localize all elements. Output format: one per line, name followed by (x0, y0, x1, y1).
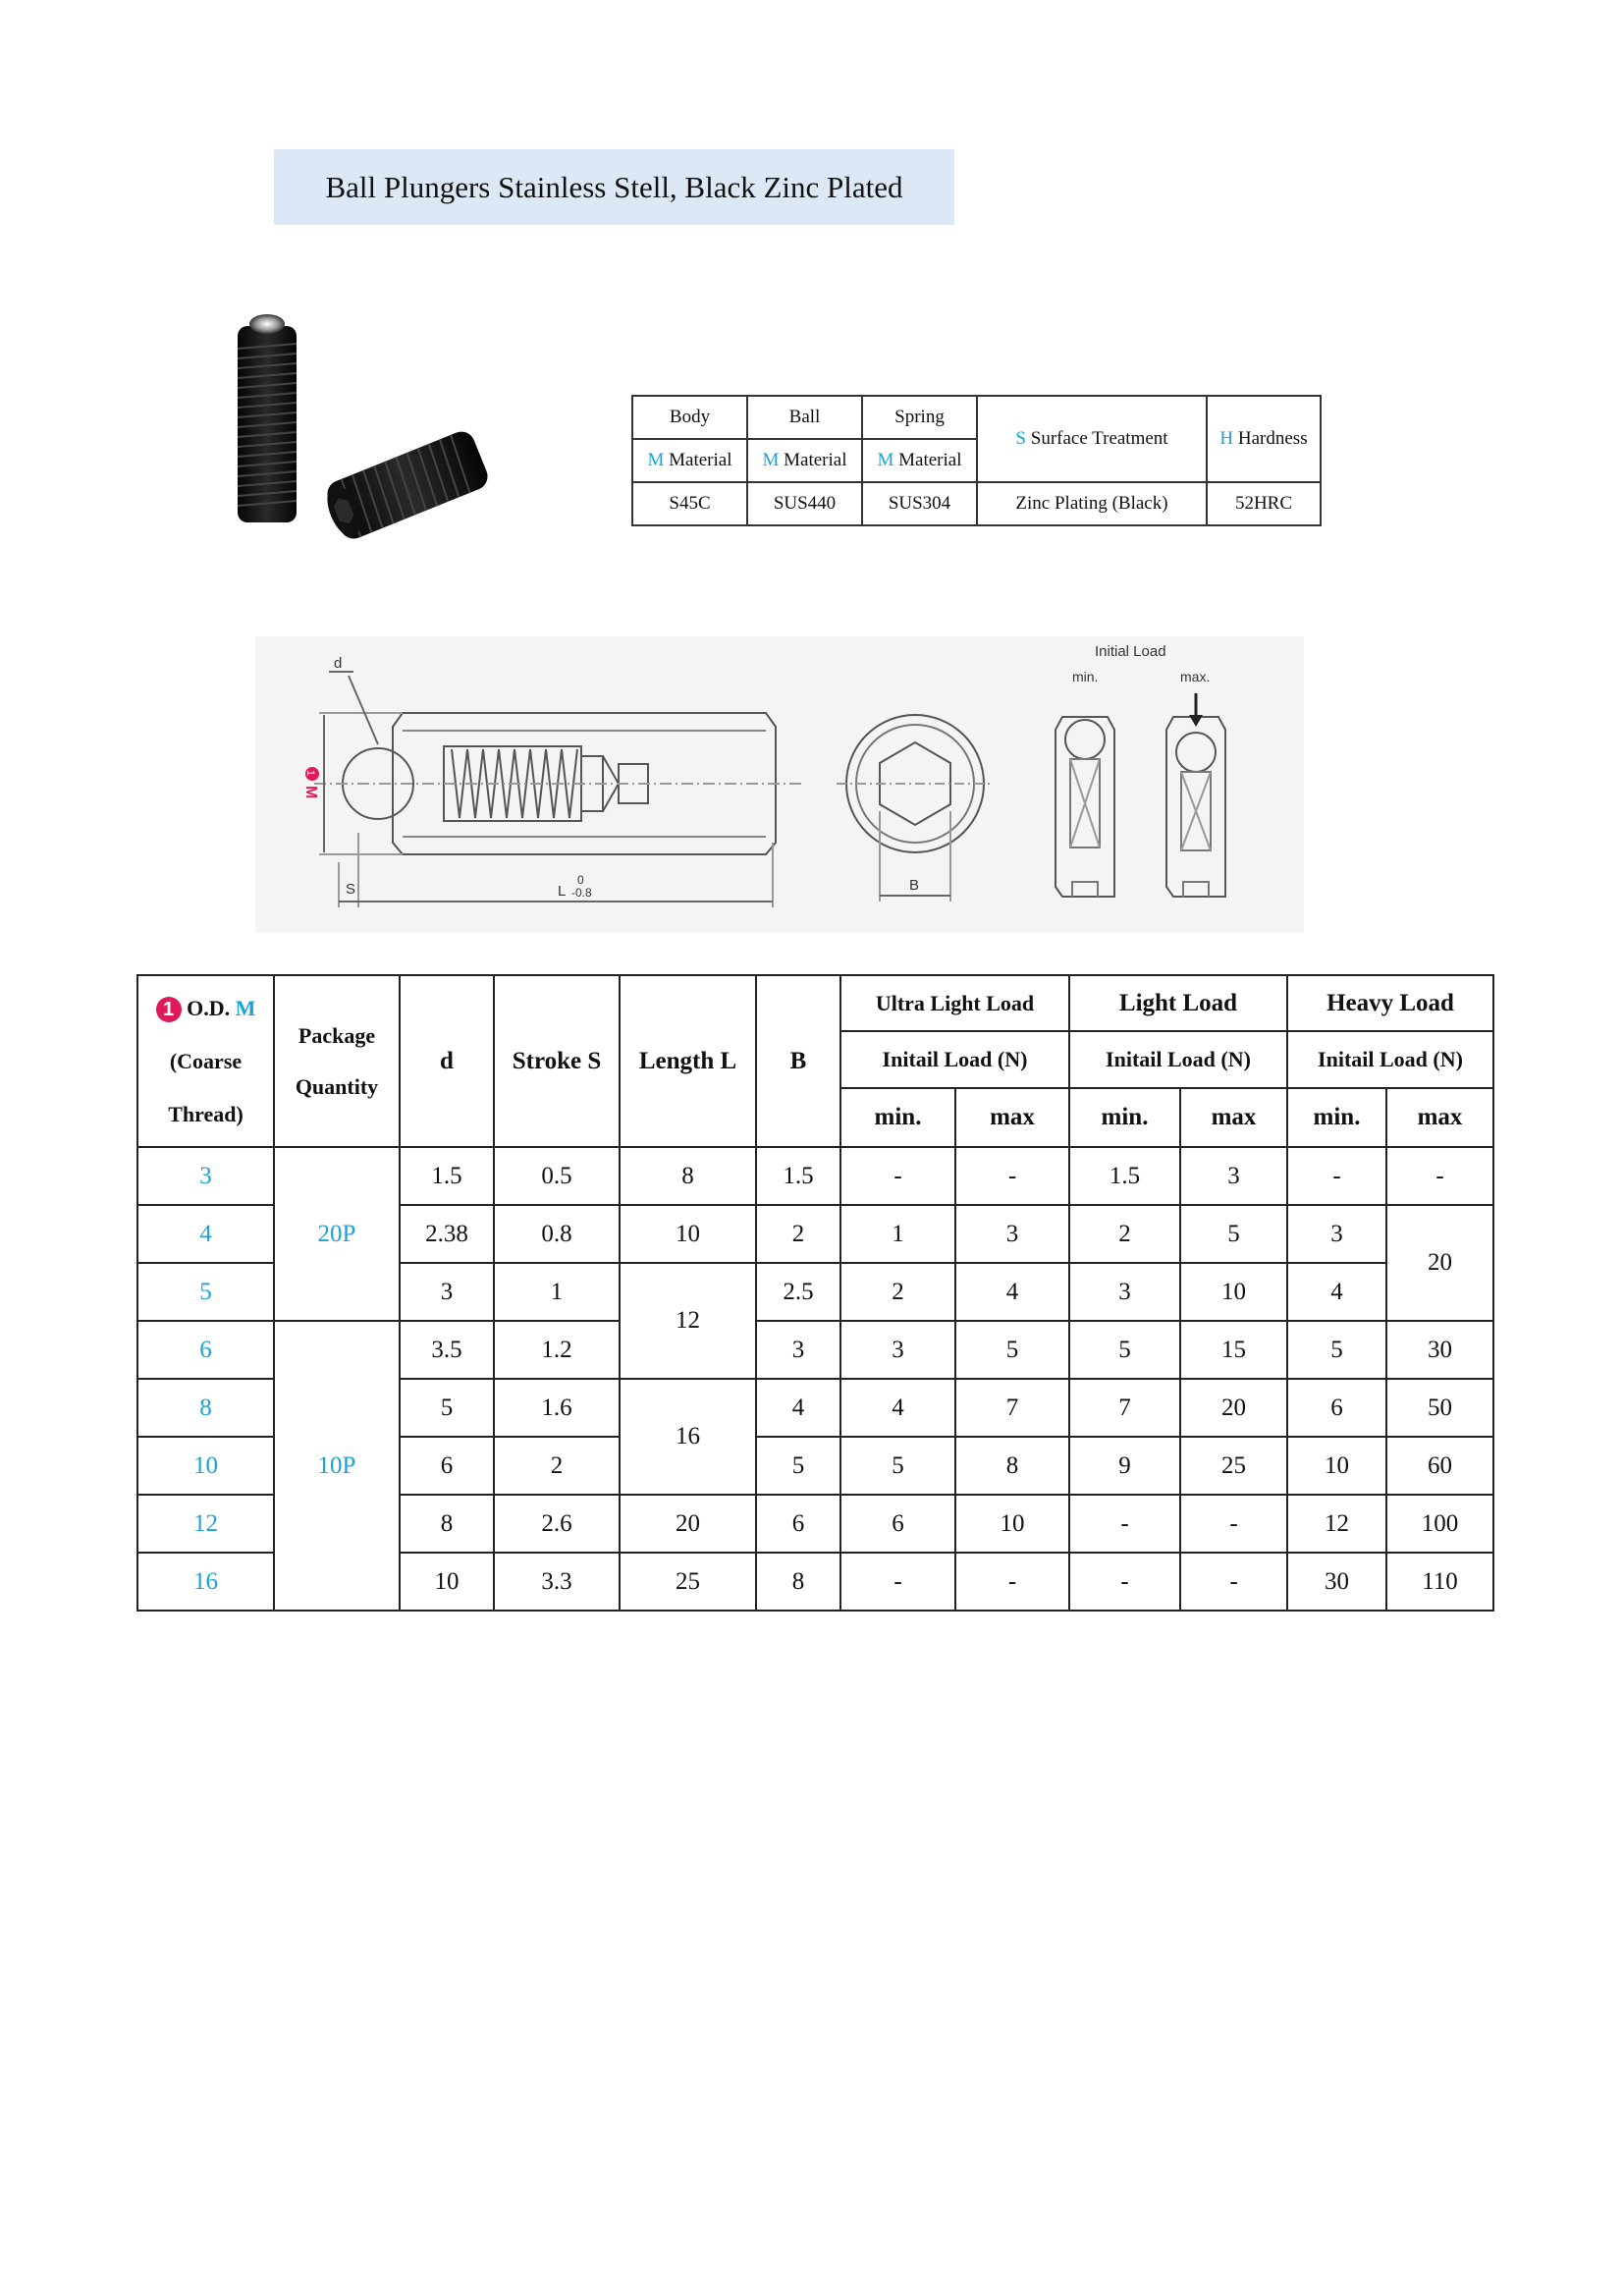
initial-load-views (1056, 693, 1225, 897)
light-min-value: 2 (1069, 1205, 1180, 1263)
table-row (137, 1147, 1493, 1205)
ultra-min-header: min. (840, 1088, 955, 1147)
end-view (837, 715, 994, 902)
heavy-min-value: 4 (1287, 1263, 1386, 1321)
initial-load-max: max. (1180, 669, 1211, 684)
ball-header: Ball (747, 396, 862, 439)
spring-material-label (862, 439, 977, 482)
light-max-value: - (1180, 1495, 1287, 1553)
package-10p: 10P (274, 1321, 400, 1611)
light-max-value: 20 (1180, 1379, 1287, 1437)
ultra-min-value: 6 (840, 1495, 955, 1553)
package-header (274, 975, 400, 1147)
heavy-min-value: 3 (1287, 1205, 1386, 1263)
light-max-value: 10 (1180, 1263, 1287, 1321)
stroke-value: 3.3 (494, 1553, 620, 1611)
stroke-value: 0.8 (494, 1205, 620, 1263)
ultra-max-value: - (955, 1553, 1069, 1611)
initial-load-min: min. (1072, 669, 1099, 684)
b-value: 5 (756, 1437, 840, 1495)
light-max-value: 25 (1180, 1437, 1287, 1495)
length-value: 20 (620, 1495, 756, 1553)
hardness-label: Hardness (1237, 428, 1308, 449)
light-min-value: 7 (1069, 1379, 1180, 1437)
od-header (137, 975, 274, 1147)
d-value: 2.38 (400, 1205, 494, 1263)
dim-l: L (558, 883, 567, 900)
dim-b: B (909, 877, 920, 894)
page-title: Ball Plungers Stainless Stell, Black Zinc Plated (274, 149, 954, 225)
length-value: 10 (620, 1205, 756, 1263)
heavy-max-value: 110 (1386, 1553, 1493, 1611)
light-max-header: max (1180, 1088, 1287, 1147)
material-word: Material (669, 450, 732, 470)
d-value: 10 (400, 1553, 494, 1611)
heavy-min-value: - (1287, 1147, 1386, 1205)
od-letter: M (235, 995, 256, 1020)
light-min-value: 1.5 (1069, 1147, 1180, 1205)
stroke-value: 1.6 (494, 1379, 620, 1437)
heavy-max-value: - (1386, 1147, 1493, 1205)
light-min-value: - (1069, 1553, 1180, 1611)
ultra-max-value: 5 (955, 1321, 1069, 1379)
ultra-max-value: 8 (955, 1437, 1069, 1495)
ultra-light-header: Ultra Light Load (840, 975, 1069, 1031)
spring-header: Spring (862, 396, 977, 439)
dim-l-tol-lower: -0.8 (571, 886, 592, 900)
heavy-max-value: 100 (1386, 1495, 1493, 1553)
light-load-header: Light Load (1069, 975, 1287, 1031)
ultra-max-value: 3 (955, 1205, 1069, 1263)
b-value: 4 (756, 1379, 840, 1437)
d-value: 5 (400, 1379, 494, 1437)
b-value: 2 (756, 1205, 840, 1263)
ultra-max-value: 7 (955, 1379, 1069, 1437)
dim-s: S (346, 881, 356, 898)
od-value: 3 (137, 1147, 274, 1205)
surface-treatment-header (977, 396, 1207, 482)
light-min-header: min. (1069, 1088, 1180, 1147)
hardness-value: 52HRC (1207, 482, 1321, 525)
material-table (631, 395, 1322, 526)
heavy-max-value: 20 (1386, 1205, 1493, 1321)
ball-material-label (747, 439, 862, 482)
ultra-min-value: 1 (840, 1205, 955, 1263)
initial-load-label: Initial Load (1095, 643, 1166, 660)
b-value: 6 (756, 1495, 840, 1553)
material-letter: M (762, 450, 780, 470)
stroke-value: 2.6 (494, 1495, 620, 1553)
package-line2: Quantity (295, 1073, 379, 1099)
heavy-min-value: 10 (1287, 1437, 1386, 1495)
od-value: 12 (137, 1495, 274, 1553)
ultra-min-value: 3 (840, 1321, 955, 1379)
ultra-max-value: - (955, 1147, 1069, 1205)
od-value: 4 (137, 1205, 274, 1263)
drawing-badge: 1 (304, 770, 316, 777)
ultra-min-value: 5 (840, 1437, 955, 1495)
stroke-value: 0.5 (494, 1147, 620, 1205)
surface-letter: S (1015, 428, 1026, 449)
light-min-value: 9 (1069, 1437, 1180, 1495)
length-value: 8 (620, 1147, 756, 1205)
od-value: 8 (137, 1379, 274, 1437)
product-photo (221, 304, 520, 550)
ultra-min-value: 2 (840, 1263, 955, 1321)
d-value: 1.5 (400, 1147, 494, 1205)
od-line2: (Coarse (169, 1048, 243, 1073)
light-max-value: 15 (1180, 1321, 1287, 1379)
light-min-value: 5 (1069, 1321, 1180, 1379)
light-initial-load: Initail Load (N) (1069, 1031, 1287, 1088)
b-header: B (756, 975, 840, 1147)
heavy-min-header: min. (1287, 1088, 1386, 1147)
body-material-label (632, 439, 747, 482)
light-max-value: 3 (1180, 1147, 1287, 1205)
plunger-vertical (238, 314, 297, 522)
d-value: 3 (400, 1263, 494, 1321)
dim-l-tol-upper: 0 (577, 873, 584, 887)
heavy-max-value: 30 (1386, 1321, 1493, 1379)
light-min-value: 3 (1069, 1263, 1180, 1321)
ultra-max-value: 10 (955, 1495, 1069, 1553)
d-value: 3.5 (400, 1321, 494, 1379)
material-word: Material (898, 450, 962, 470)
surface-value: Zinc Plating (Black) (977, 482, 1207, 525)
body-value: S45C (632, 482, 747, 525)
od-value: 10 (137, 1437, 274, 1495)
od-line3: Thread) (168, 1101, 244, 1126)
package-line1: Package (298, 1022, 376, 1048)
heavy-initial-load: Initail Load (N) (1287, 1031, 1493, 1088)
spring-value: SUS304 (862, 482, 977, 525)
stroke-value: 1.2 (494, 1321, 620, 1379)
technical-drawing (255, 636, 1304, 933)
stroke-header: Stroke S (494, 975, 620, 1147)
ultra-initial-load: Initail Load (N) (840, 1031, 1069, 1088)
od-label: O.D. (187, 995, 231, 1020)
length-header: Length L (620, 975, 756, 1147)
surface-label: Surface Treatment (1030, 428, 1168, 449)
heavy-min-value: 5 (1287, 1321, 1386, 1379)
material-word: Material (784, 450, 847, 470)
heavy-load-header: Heavy Load (1287, 975, 1493, 1031)
plunger-horizontal (320, 427, 492, 544)
hardness-letter: H (1219, 428, 1234, 449)
heavy-max-header: max (1386, 1088, 1493, 1147)
hardness-header (1207, 396, 1321, 482)
spec-table (136, 974, 1494, 1612)
length-value: 16 (620, 1379, 756, 1495)
d-header: d (400, 975, 494, 1147)
ultra-min-value: 4 (840, 1379, 955, 1437)
heavy-min-value: 12 (1287, 1495, 1386, 1553)
heavy-max-value: 50 (1386, 1379, 1493, 1437)
b-value: 3 (756, 1321, 840, 1379)
od-value: 5 (137, 1263, 274, 1321)
length-value: 12 (620, 1263, 756, 1379)
d-value: 8 (400, 1495, 494, 1553)
side-view (314, 672, 805, 907)
od-value: 16 (137, 1553, 274, 1611)
ultra-max-header: max (955, 1088, 1069, 1147)
b-value: 1.5 (756, 1147, 840, 1205)
package-20p: 20P (274, 1147, 400, 1321)
light-min-value: - (1069, 1495, 1180, 1553)
table-row (137, 1321, 1493, 1379)
material-letter: M (647, 450, 665, 470)
ball-value: SUS440 (747, 482, 862, 525)
light-max-value: - (1180, 1553, 1287, 1611)
od-value: 6 (137, 1321, 274, 1379)
b-value: 2.5 (756, 1263, 840, 1321)
stroke-value: 2 (494, 1437, 620, 1495)
b-value: 8 (756, 1553, 840, 1611)
length-value: 25 (620, 1553, 756, 1611)
material-letter: M (877, 450, 894, 470)
stroke-value: 1 (494, 1263, 620, 1321)
heavy-min-value: 30 (1287, 1553, 1386, 1611)
dim-d: d (334, 655, 343, 672)
ultra-min-value: - (840, 1553, 955, 1611)
d-value: 6 (400, 1437, 494, 1495)
dim-m: M (302, 786, 319, 799)
body-header: Body (632, 396, 747, 439)
heavy-max-value: 60 (1386, 1437, 1493, 1495)
light-max-value: 5 (1180, 1205, 1287, 1263)
heavy-min-value: 6 (1287, 1379, 1386, 1437)
od-badge-icon: 1 (156, 997, 182, 1022)
ultra-min-value: - (840, 1147, 955, 1205)
ultra-max-value: 4 (955, 1263, 1069, 1321)
